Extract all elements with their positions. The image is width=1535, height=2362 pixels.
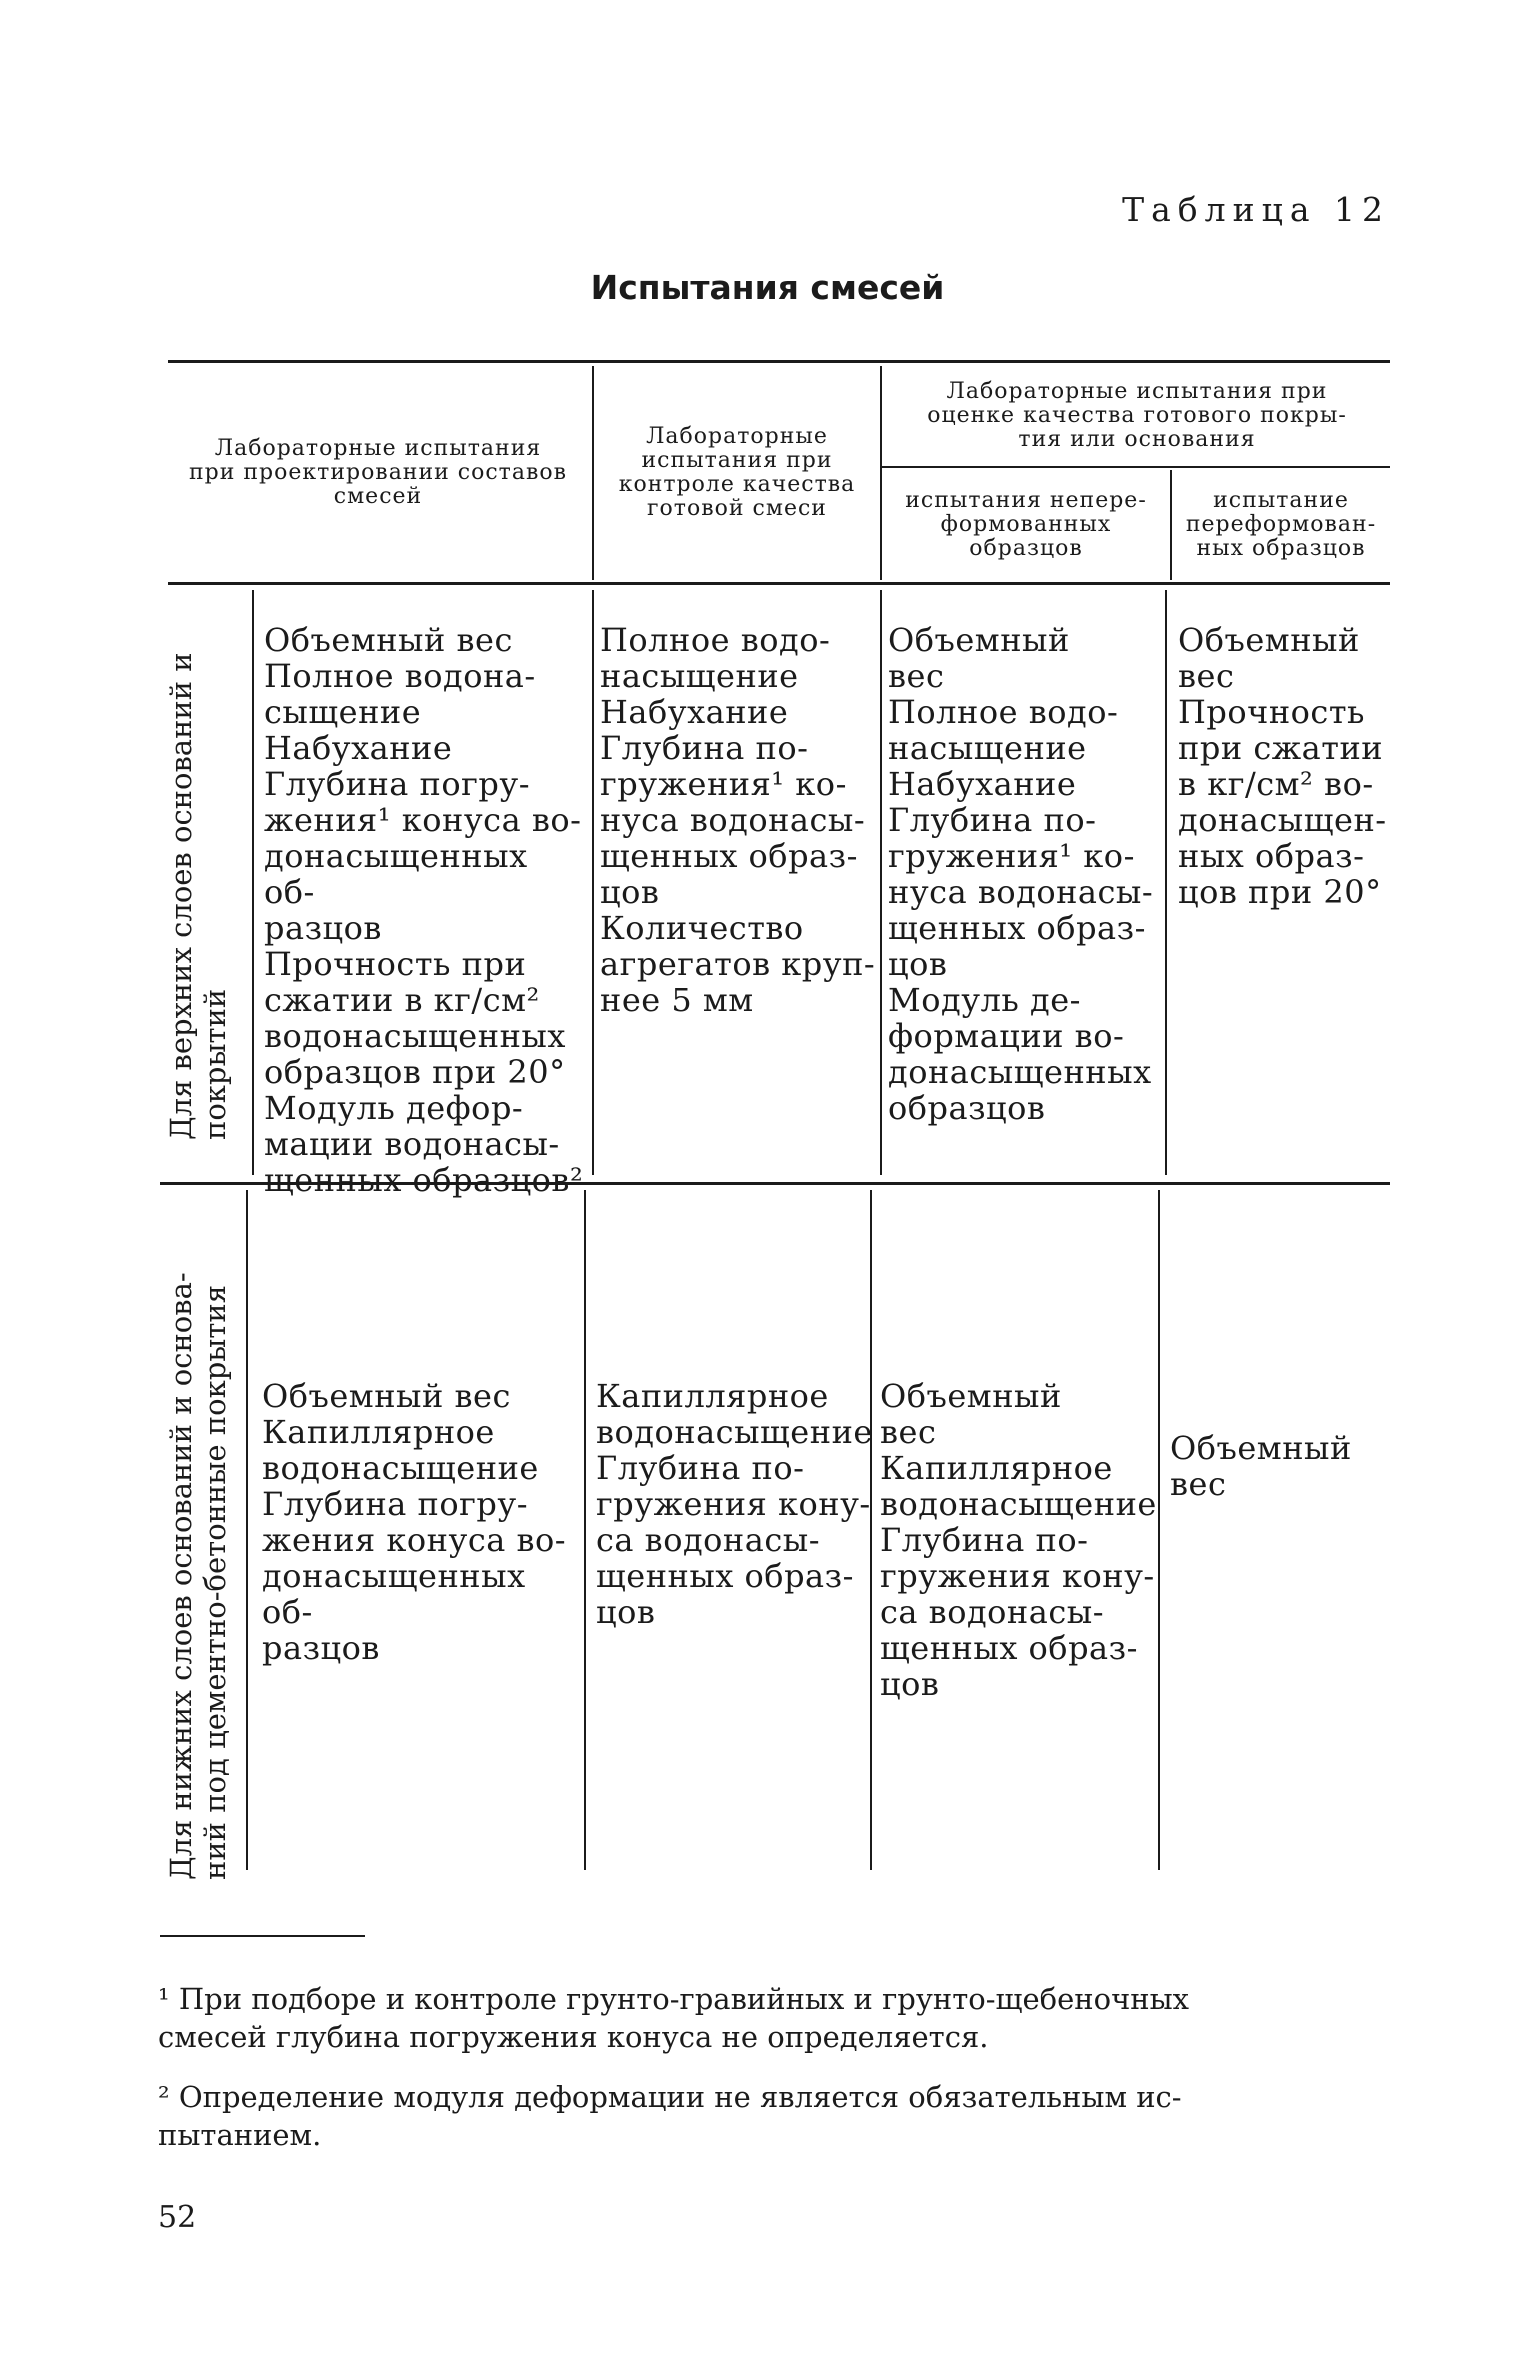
footnote-1: ¹ При подборе и контроле грунто-гравийных и грунто-щебеночных смесей глубина погружения конуса не определяется. [158, 1982, 1190, 2054]
page-number: 52 [158, 2200, 197, 2235]
header-bottom-rule [168, 582, 1390, 585]
row-label-upper-layers: Для верхних слоев оснований и покрытий [164, 652, 232, 1140]
row-label-lower-layers: Для нижних слоев оснований и основа- ний под цементно-бетонные покрытия [164, 1272, 232, 1880]
row2-divider-0 [246, 1190, 248, 1870]
row2-control-cell: Капиллярное водонасыщение Глубина по- гружения кону- са водонасы- щенных образ- цов [596, 1377, 873, 1631]
header-control-tests: Лабораторные испытания при контроле качества готовой смеси [618, 424, 856, 521]
row1-divider-2 [880, 590, 882, 1175]
row1-divider-0 [252, 590, 254, 1175]
row1-unreformed-cell: Объемный вес Полное водо- насыщение Набухание Глубина по- гружения¹ ко- нуса водонасы- щенных образ- цов Модуль де- формации во- донасыщенных образцов [888, 621, 1154, 1127]
header-inner-rule [880, 466, 1390, 468]
header-reformed-samples: испытание переформован- ных образцов [1185, 488, 1377, 561]
header-design-tests: Лабораторные испытания при проектировании составов смесей [188, 436, 567, 509]
row1-divider-1 [592, 590, 594, 1175]
table-number-label: Таблица 12 [1122, 190, 1390, 229]
row2-divider-3 [1158, 1190, 1160, 1870]
row2-unreformed-cell: Объемный вес Капиллярное водонасыщение Глубина по- гружения кону- са водонасы- щенных образ- цов [880, 1377, 1157, 1703]
header-unreformed-samples: испытания непере- формованных образцов [905, 488, 1147, 561]
table-top-rule [168, 360, 1390, 363]
row2-reformed-cell: Объемный вес [1170, 1429, 1352, 1503]
header-divider-2 [880, 366, 882, 580]
row1-control-cell: Полное водо- насыщение Набухание Глубина по- гружения¹ ко- нуса водонасы- щенных образ- цов Количество агрегатов круп- нее 5 мм [600, 621, 876, 1019]
row2-divider-1 [584, 1190, 586, 1870]
row1-reformed-cell: Объемный вес Прочность при сжатии в кг/см² во- донасыщен- ных образ- цов при 20° [1178, 621, 1387, 911]
table-title: Испытания смесей [590, 268, 945, 307]
header-finished-coating-tests: Лабораторные испытания при оценке качества готового покры- тия или основания [927, 379, 1347, 452]
row2-design-cell: Объемный вес Капиллярное водонасыщение Глубина погру- жения конуса во- донасыщенных об- разцов [262, 1377, 567, 1667]
row1-design-cell: Объемный вес Полное водона- сыщение Набухание Глубина погру- жения¹ конуса во- донасыщенных об- разцов Прочность при сжатии в кг/см² водонасыщенных образцов при 20° Модуль дефор- мации водонасы- щенных образцов² [264, 621, 584, 1199]
footnote-2: ² Определение модуля деформации не является обязательным ис- пытанием. [158, 2080, 1182, 2152]
footnote-separator [160, 1935, 365, 1937]
header-divider-1 [592, 366, 594, 580]
